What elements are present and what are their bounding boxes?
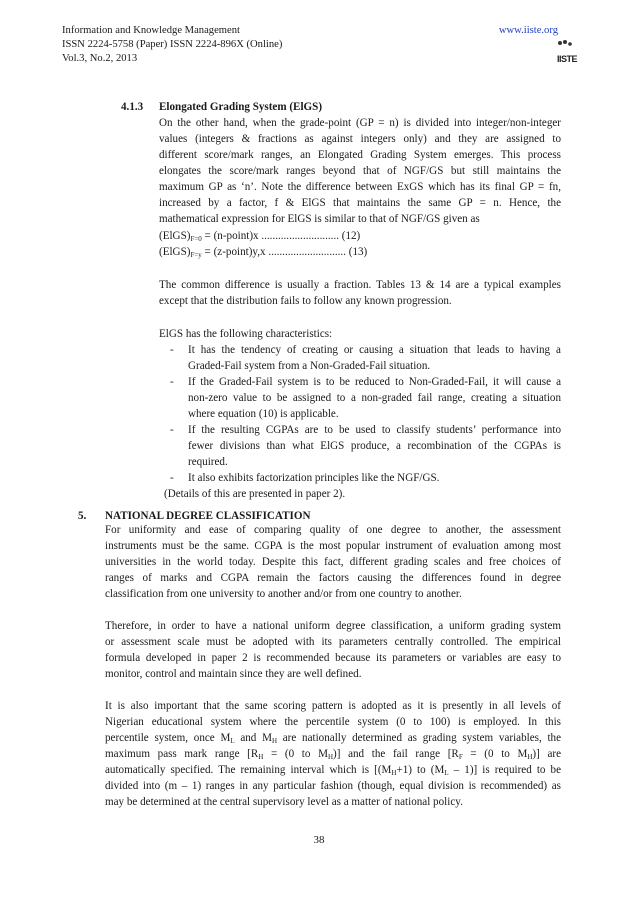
paragraph-line: elongates the score/mark ranges beyond that of NGF/GS but still maintains the bbox=[159, 165, 561, 177]
paragraph-line: For uniformity and ease of comparing quality of one degree to another, the assessment bbox=[105, 524, 561, 536]
paragraph-line: monitor, control and maintain since they are well defined. bbox=[105, 668, 362, 680]
paragraph-line: Nigerian educational system where the percentile system (0 to 100) is employed. In this bbox=[105, 716, 561, 728]
paragraph-line: The common difference is usually a fraction. Tables 13 & 14 are a typical examples bbox=[159, 279, 561, 291]
paragraph-line: percentile system, once $M_L$ and $M_H$ are nationally determined as grading system variables, the bbox=[105, 732, 562, 745]
bullet-line: non-zero value to be assigned to a non-graded fail range, creating a situation bbox=[188, 392, 561, 404]
volume-line: Vol.3, No.2, 2013 bbox=[62, 53, 138, 64]
journal-name: Information and Knowledge Management bbox=[62, 25, 240, 36]
paragraph-line: different score/mark ranges, an Elongated Grading System emerges. This process bbox=[159, 149, 561, 161]
bullet-marker: - bbox=[170, 344, 174, 356]
paragraph-line: formula developed in paper 2 is recommended because its parameters or variables are easy to bbox=[105, 652, 561, 664]
paragraph-line: may be determined at the central supervisory level as a matter of national policy. bbox=[105, 796, 463, 808]
details-note: (Details of this are presented in paper 2). bbox=[164, 488, 346, 500]
bullet-line: If the Graded-Fail system is to be reduced to Non-Graded-Fail, it will cause a bbox=[188, 376, 561, 388]
journal-header bbox=[62, 24, 576, 66]
bullet-marker: - bbox=[170, 424, 174, 436]
paragraph-line: values (integers & fractions as against integers only) and they are assigned to bbox=[159, 133, 561, 145]
section-title: NATIONAL DEGREE CLASSIFICATION bbox=[105, 510, 311, 522]
equation-13: $(ElGS)_{F=y}$ = (z-point)y,x ............................ (13) bbox=[159, 246, 368, 259]
paragraph-line: ranges of marks and CGPA remain the factors causing the differences found in degree bbox=[105, 572, 561, 584]
section-number: 4.1.3 bbox=[121, 101, 144, 113]
bullet-line: Graded-Fail system from a Non-Graded-Fail situation. bbox=[188, 360, 431, 372]
section-title: Elongated Grading System (ElGS) bbox=[159, 101, 323, 113]
paragraph-line: instruments must be the same. CGPA is the most popular instrument of evaluation among most bbox=[105, 540, 561, 552]
bullet-line: where equation (10) is applicable. bbox=[188, 408, 339, 420]
bullet-line: It has the tendency of creating or causing a situation that leads to having a bbox=[188, 344, 561, 356]
bullet-line: fewer divisions than what ElGS produce, a recombination of the CGPAs is bbox=[188, 440, 561, 452]
bullet-line: If the resulting CGPAs are to be used to classify students’ performance into bbox=[188, 424, 561, 436]
logo-text: IISTE bbox=[556, 54, 577, 64]
paragraph-line: On the other hand, when the grade-point (GP = n) is divided into integer/non-integer bbox=[159, 117, 561, 129]
paragraph-line: automatically specified. The remaining interval which is [$(M_H+1)$ to $(M_L - 1)$] is required to be bbox=[105, 764, 561, 777]
bullet-marker: - bbox=[170, 472, 174, 484]
paragraph-line: Therefore, in order to have a national uniform degree classification, a uniform grading system bbox=[105, 620, 561, 632]
bullet-marker: - bbox=[170, 376, 174, 388]
paragraph-line: maximum pass mark range [$R_H = (0$ to $M_H$)] and the fail range [$R_F = (0$ to $M_H$)] are bbox=[105, 748, 562, 761]
paragraph-line: or assessment scale must be adopted with its parameters centrally controlled. The empirical bbox=[105, 636, 561, 648]
page-number: 38 bbox=[313, 834, 325, 846]
paragraph-line: classification from one university to another and/or from one country to another. bbox=[105, 588, 462, 600]
journal-url-link[interactable]: www.iiste.org bbox=[498, 25, 558, 36]
paragraph-line: except that the distribution fails to follow any known progression. bbox=[159, 295, 452, 307]
bullet-line: required. bbox=[188, 456, 228, 468]
paragraph-line: divided into (m – 1) ranges in any particular fashion (though, equal division is recommended) as bbox=[105, 780, 561, 792]
paragraph-line: increased by a factor, f & ElGS that maintains the same GP = n. Hence, the bbox=[159, 197, 561, 209]
bullet-line: It also exhibits factorization principles like the NGF/GS. bbox=[188, 472, 440, 484]
section-number: 5. bbox=[78, 510, 87, 522]
paragraph-line: It is also important that the same scoring pattern is adopted as it is presently in all levels of bbox=[105, 700, 561, 712]
paragraph-line: mathematical expression for ElGS is similar to that of NGF/GS given as bbox=[159, 213, 480, 225]
issn-line: ISSN 2224-5758 (Paper) ISSN 2224-896X (Online) bbox=[62, 39, 283, 50]
paragraph-line: maximum GP as ‘n’. Note the difference between ExGS which has its final GP = fn, bbox=[159, 181, 561, 193]
paragraph-line: universities in the world today. Despite this fact, different grading scales and free choices of bbox=[105, 556, 561, 568]
characteristics-intro: ElGS has the following characteristics: bbox=[159, 328, 333, 340]
equation-12: $(ElGS)_{F=0}$ = (n-point)x ............................ (12) bbox=[159, 230, 361, 243]
